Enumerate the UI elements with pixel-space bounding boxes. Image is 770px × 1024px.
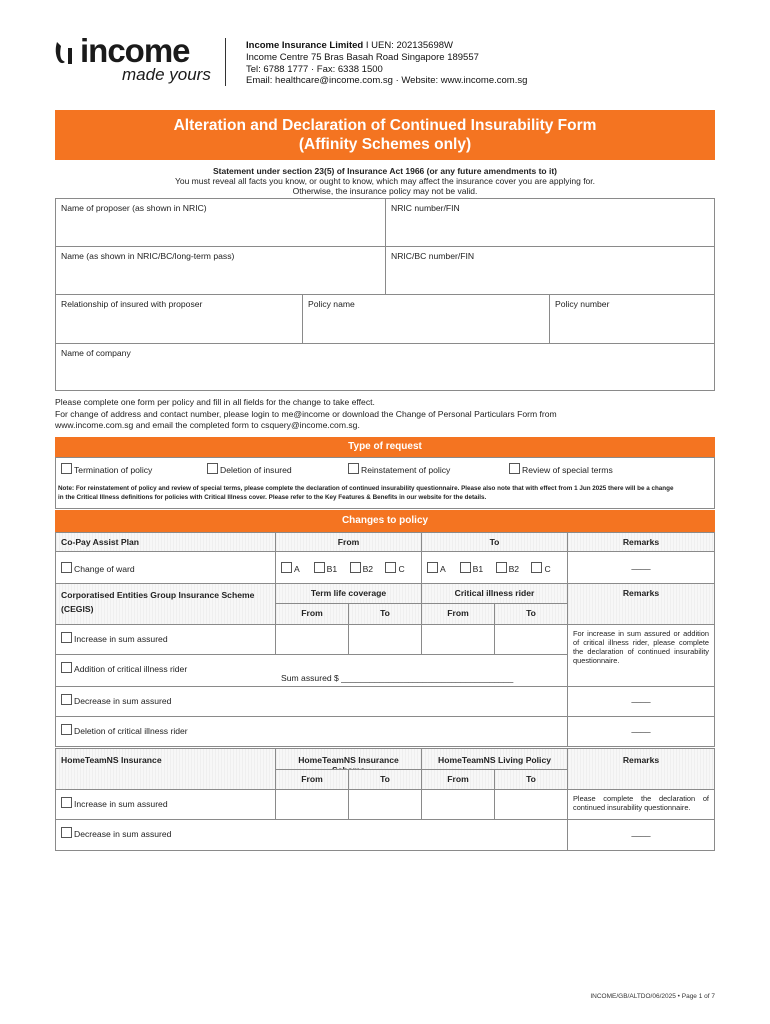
cegis-term-to: To [348, 603, 422, 625]
ward-from-c[interactable]: C [385, 564, 404, 574]
checkbox-icon[interactable] [496, 562, 507, 573]
checkbox-icon[interactable] [61, 797, 72, 808]
copay-from-cell [275, 551, 422, 584]
company-name-label: Name of company [61, 348, 131, 358]
insured-name-label: Name (as shown in NRIC/BC/long-term pass) [61, 251, 235, 261]
cegis-critical-to: To [494, 603, 568, 625]
checkbox-icon[interactable] [350, 562, 361, 573]
hometeam-increase-scheme-from[interactable] [275, 789, 349, 820]
hometeam-living-header: HomeTeamNS Living Policy [421, 748, 568, 770]
checkbox-icon[interactable] [509, 463, 520, 474]
cegis-increase-critical-from[interactable] [421, 624, 495, 655]
checkbox-icon[interactable] [281, 562, 292, 573]
cegis-remarks-cell: For increase in sum assured or addition of critical illness rider, please complete the declaration of continued insurability questionnaire. [567, 624, 715, 687]
company-email-website: Email: healthcare@income.com.sg · Website: www.income.com.sg [246, 75, 528, 87]
logo-wordmark: income [80, 32, 190, 69]
copay-remarks-header: Remarks [567, 532, 715, 552]
copay-from-header: From [275, 532, 422, 552]
policy-number-field[interactable] [549, 294, 715, 344]
insured-nric-field[interactable] [385, 246, 715, 295]
page-footer: INCOME/GB/ALTDO/06/2025 • Page 1 of 7 [590, 993, 715, 1000]
checkbox-icon[interactable] [61, 827, 72, 838]
income-logo-mark-icon [54, 40, 76, 66]
company-address: Income Centre 75 Bras Basah Road Singapore 189557 [246, 51, 479, 63]
hometeam-increase-cell [55, 789, 276, 820]
cegis-increase-critical-to[interactable] [494, 624, 568, 655]
checkbox-icon[interactable] [61, 632, 72, 643]
company-info [246, 40, 527, 87]
checkbox-icon[interactable] [61, 694, 72, 705]
hometeam-increase-option[interactable]: Increase in sum assured [61, 797, 270, 809]
option-deletion-insured[interactable]: Deletion of insured [207, 463, 292, 475]
type-of-request-header: Type of request [55, 437, 715, 457]
hometeam-scheme-header: HomeTeamNS Insurance [275, 748, 422, 770]
ward-from-b1[interactable]: B1 [314, 564, 338, 574]
change-ward-option[interactable]: Change of ward [61, 562, 270, 574]
cegis-critical-header: Critical illness rider [421, 583, 568, 604]
ward-from-a[interactable]: A [281, 564, 299, 574]
option-reinstatement[interactable]: Reinstatement of policy [348, 463, 450, 475]
proposer-nric-label: NRIC number/FIN [391, 203, 460, 213]
form-title-banner [55, 110, 715, 160]
policy-number-label: Policy number [555, 299, 610, 309]
checkbox-icon[interactable] [61, 662, 72, 673]
hometeam-decrease-remarks: ____ [567, 819, 715, 851]
hometeam-increase-living-from[interactable] [421, 789, 495, 820]
instruction-line-2: For change of address and contact number, please login to me@income or download the Change of Personal Particulars Form from [55, 408, 557, 419]
ward-to-b1[interactable]: B1 [460, 564, 484, 574]
checkbox-icon[interactable] [531, 562, 542, 573]
checkbox-icon[interactable] [460, 562, 471, 573]
proposer-name-field[interactable] [55, 198, 386, 247]
copay-change-ward-cell [55, 551, 276, 584]
proposer-name-label: Name of proposer (as shown in NRIC) [61, 203, 207, 213]
company-name: Income Insurance Limited [246, 40, 364, 51]
checkbox-icon[interactable] [61, 724, 72, 735]
relationship-label: Relationship of insured with proposer [61, 299, 203, 309]
statement-line-1: You must reveal all facts you know, or ought to know, which may affect the insurance cover you are applying for. [174, 176, 596, 186]
relationship-field[interactable] [55, 294, 303, 344]
cegis-decrease-option[interactable]: Decrease in sum assured [61, 694, 562, 706]
hometeam-decrease-cell [55, 819, 568, 851]
checkbox-icon[interactable] [61, 562, 72, 573]
policy-name-label: Policy name [308, 299, 355, 309]
instructions [55, 397, 715, 432]
checkbox-icon[interactable] [348, 463, 359, 474]
insured-name-field[interactable] [55, 246, 386, 295]
cegis-increase-option[interactable]: Increase in sum assured [61, 632, 270, 644]
sum-assured-input[interactable]: Sum assured $ ____________________________________ [281, 673, 514, 683]
copay-plan-header: Co-Pay Assist Plan [55, 532, 276, 552]
instruction-line-1: Please complete one form per policy and fill in all fields for the change to take effect. [55, 397, 375, 407]
hometeam-scheme-to: To [348, 769, 422, 790]
logo-tagline: made yours [122, 65, 211, 84]
changes-to-policy-header: Changes to policy [55, 510, 715, 532]
ward-to-c[interactable]: C [531, 564, 550, 574]
hometeam-decrease-option[interactable]: Decrease in sum assured [61, 827, 562, 839]
statement-heading: Statement under section 23(5) of Insurance Act 1966 (or any future amendments to it) [212, 166, 557, 176]
proposer-nric-field[interactable] [385, 198, 715, 247]
hometeam-increase-remarks: Please complete the declaration of continued insurability questionnaire. [567, 789, 715, 820]
form-subtitle: (Affinity Schemes only) [298, 136, 472, 153]
company-name-field[interactable] [55, 343, 715, 391]
hometeam-header: HomeTeamNS Insurance [55, 748, 276, 790]
hometeam-increase-scheme-to[interactable] [348, 789, 422, 820]
hometeam-living-to: To [494, 769, 568, 790]
statement-line-2: Otherwise, the insurance policy may not be valid. [292, 186, 478, 196]
checkbox-icon[interactable] [314, 562, 325, 573]
option-termination[interactable]: Termination of policy [61, 463, 152, 475]
cegis-increase-term-from[interactable] [275, 624, 349, 655]
cegis-term-from: From [275, 603, 349, 625]
cegis-remarks-header: Remarks [567, 583, 715, 625]
checkbox-icon[interactable] [427, 562, 438, 573]
request-note: Note: For reinstatement of policy and review of special terms, please complete the declaration of continued insurability questionnaire. Please also note that with effect from 1 Jun 2025 there will be a change in the Critical Illness definitions for policies with Critical Illness cover. Please refer to the Key Features & Benefits in our website for the details. [58, 485, 674, 501]
cegis-deletion-remarks: ____ [567, 716, 715, 747]
insured-nric-label: NRIC/BC number/FIN [391, 251, 475, 261]
form-title: Alteration and Declaration of Continued Insurability Form [173, 117, 597, 134]
instruction-line-3: www.income.com.sg and email the completed form to csquery@income.com.sg. [55, 420, 360, 431]
hometeam-increase-living-to[interactable] [494, 789, 568, 820]
cegis-header: Corporatised Entities Group Insurance Scheme (CEGIS) [55, 583, 276, 625]
header-divider [225, 38, 226, 86]
company-uen: I UEN: 202135698W [363, 40, 453, 51]
company-phone: Tel: 6788 1777 · Fax: 6338 1500 [246, 63, 383, 75]
hometeam-remarks-header: Remarks [567, 748, 715, 790]
copay-remarks-cell: ____ [567, 551, 715, 584]
cegis-term-life-header: Term life coverage [275, 583, 422, 604]
checkbox-icon[interactable] [207, 463, 218, 474]
cegis-increase-cell [55, 624, 276, 655]
cegis-addition-option[interactable]: Addition of critical illness rider [61, 662, 562, 674]
ward-from-b2[interactable]: B2 [350, 564, 374, 574]
ward-to-a[interactable]: A [427, 564, 445, 574]
ward-to-b2[interactable]: B2 [496, 564, 520, 574]
cegis-deletion-cell [55, 716, 568, 747]
copay-to-header: To [421, 532, 568, 552]
cegis-critical-from: From [421, 603, 495, 625]
cegis-decrease-cell [55, 686, 568, 717]
hometeam-living-from: From [421, 769, 495, 790]
hometeam-scheme-from: From [275, 769, 349, 790]
option-review-special-terms[interactable]: Review of special terms [509, 463, 613, 475]
checkbox-icon[interactable] [385, 562, 396, 573]
cegis-increase-term-to[interactable] [348, 624, 422, 655]
cegis-deletion-option[interactable]: Deletion of critical illness rider [61, 724, 562, 736]
cegis-decrease-remarks: ____ [567, 686, 715, 717]
copay-to-cell [421, 551, 568, 584]
policy-name-field[interactable] [302, 294, 550, 344]
checkbox-icon[interactable] [61, 463, 72, 474]
